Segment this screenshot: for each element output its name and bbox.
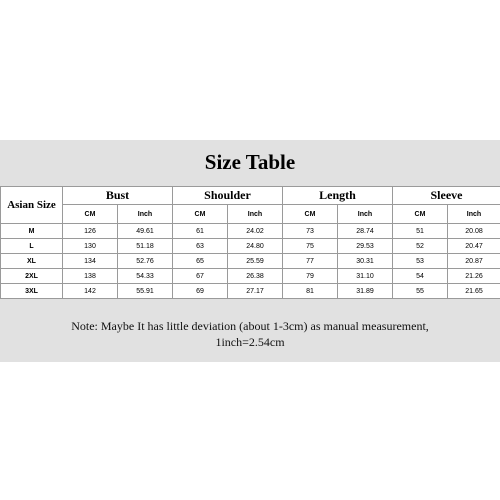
table-cell: 31.10 (338, 269, 393, 284)
table-cell: 51.18 (118, 239, 173, 254)
bust-header: Bust (63, 187, 173, 205)
header-group-row (1, 187, 500, 205)
size-label: 2XL (1, 269, 63, 284)
size-label: L (1, 239, 63, 254)
unit-header: CM (63, 205, 118, 224)
table-cell: 67 (173, 269, 228, 284)
unit-header: CM (283, 205, 338, 224)
table-cell: 20.47 (448, 239, 500, 254)
table-cell: 77 (283, 254, 338, 269)
shoulder-header: Shoulder (173, 187, 283, 205)
asian-size-header: Asian Size (1, 187, 63, 224)
table-cell: 20.08 (448, 224, 500, 239)
length-header: Length (283, 187, 393, 205)
table-cell: 54.33 (118, 269, 173, 284)
page-title: Size Table (204, 150, 296, 174)
table-cell: 52 (393, 239, 448, 254)
table-cell: 24.80 (228, 239, 283, 254)
table-row (1, 239, 500, 254)
table-cell: 81 (283, 284, 338, 299)
table-cell: 51 (393, 224, 448, 239)
table-cell: 30.31 (338, 254, 393, 269)
size-label: 3XL (1, 284, 63, 299)
table-cell: 61 (173, 224, 228, 239)
table-cell: 69 (173, 284, 228, 299)
note-line-1: Note: Maybe It has little deviation (about 1-3cm) as manual measurement, (71, 319, 429, 333)
table-row (1, 284, 500, 299)
table-cell: 52.76 (118, 254, 173, 269)
unit-header: Inch (448, 205, 500, 224)
table-cell: 31.89 (338, 284, 393, 299)
table-cell: 20.87 (448, 254, 500, 269)
size-table (0, 186, 500, 299)
unit-header: CM (173, 205, 228, 224)
table-cell: 28.74 (338, 224, 393, 239)
unit-header: Inch (118, 205, 173, 224)
table-cell: 21.65 (448, 284, 500, 299)
table-cell: 138 (63, 269, 118, 284)
size-label: XL (1, 254, 63, 269)
table-cell: 79 (283, 269, 338, 284)
table-cell: 126 (63, 224, 118, 239)
unit-header: Inch (338, 205, 393, 224)
table-row (1, 269, 500, 284)
size-label: M (1, 224, 63, 239)
measurement-note (0, 318, 500, 350)
table-cell: 53 (393, 254, 448, 269)
table-cell: 134 (63, 254, 118, 269)
table-row (1, 254, 500, 269)
table-row (1, 224, 500, 239)
table-cell: 142 (63, 284, 118, 299)
table-cell: 27.17 (228, 284, 283, 299)
note-line-2: 1inch=2.54cm (215, 335, 285, 349)
table-cell: 25.59 (228, 254, 283, 269)
table-cell: 24.02 (228, 224, 283, 239)
table-cell: 130 (63, 239, 118, 254)
sleeve-header: Sleeve (393, 187, 500, 205)
table-cell: 55.91 (118, 284, 173, 299)
table-cell: 55 (393, 284, 448, 299)
table-cell: 65 (173, 254, 228, 269)
header-unit-row (1, 205, 500, 224)
table-cell: 75 (283, 239, 338, 254)
table-cell: 49.61 (118, 224, 173, 239)
table-cell: 21.26 (448, 269, 500, 284)
table-cell: 29.53 (338, 239, 393, 254)
table-cell: 63 (173, 239, 228, 254)
unit-header: Inch (228, 205, 283, 224)
table-cell: 54 (393, 269, 448, 284)
table-cell: 73 (283, 224, 338, 239)
table-cell: 26.38 (228, 269, 283, 284)
unit-header: CM (393, 205, 448, 224)
